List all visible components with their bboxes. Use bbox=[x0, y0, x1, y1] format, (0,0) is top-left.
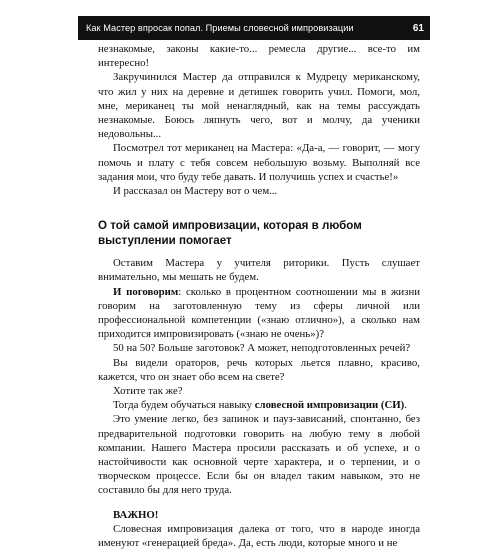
page-number: 61 bbox=[412, 22, 424, 34]
learn-term: словесной импровизации (СИ) bbox=[254, 399, 405, 412]
paragraph-question-want: Хотите так же? bbox=[113, 385, 183, 398]
page-body bbox=[98, 42, 420, 550]
important-label: ВАЖНО! bbox=[113, 508, 159, 521]
talk-lead: И поговорим bbox=[113, 285, 179, 298]
paragraph-sage-reply: Посмотрел тот мериканец на Мастера: «Да-а, — говорит, — могу помочь и плату с тебя совсем небольшую возьму. Выполняй все задания мои, что буду тебе давать. И получишь успех и счастье!» bbox=[98, 142, 420, 183]
paragraph-intro: Оставим Мастера у учителя риторики. Пусть слушает внимательно, мы мешать не будем. bbox=[98, 257, 420, 284]
talk-rest: : сколько в процентном соотношении мы в жизни говорим на заготовленную тему из сферы личной или профессиональной компетенции («знаю отлично»), а сколько нам приходится импровизировать («знаю не очень»)? bbox=[98, 285, 421, 341]
running-title: Как Мастер впросак попал. Приемы словесной импровизации bbox=[86, 23, 354, 33]
paragraph-master-to-sage: Закручинился Мастер да отправился к Мудрецу мериканскому, что жил у них на деревне и детишек говорить учил. Помоги, мол, мне, мериканец ты мой ненаглядный, как на темы рассуждать незнакомые. Боюсь ляпнуть чего, вот и молчу, да ученики недовольны... bbox=[98, 71, 420, 141]
paragraph-told-master: И рассказал он Мастеру вот о чем... bbox=[113, 185, 278, 198]
paragraph-question-ratio: 50 на 50? Больше заготовок? А может, неподготовленных речей? bbox=[113, 342, 411, 355]
paragraph-question-orators: Вы видели ораторов, речь которых льется плавно, красиво, кажется, что он знает обо всем на свете? bbox=[98, 356, 420, 383]
paragraph-description: Это умение легко, без запинок и пауз-зависаний, спонтанно, без предварительной подготовки говорить на любую тему в любой компании. Нашего Мастера просили рассказать и об успехе, и о настойчивости как основной черте характера, и о терпении, и о творческом процессе. Если бы он владел таким навыком, это не составило бы для него труда. bbox=[98, 413, 420, 497]
paragraph-learn-skill bbox=[98, 398, 420, 412]
section-heading: О той самой импровизации, которая в любом выступлении помогает bbox=[98, 219, 362, 248]
learn-post: . bbox=[404, 399, 407, 412]
spacer bbox=[98, 498, 420, 508]
learn-pre: Тогда будем обучаться навыку bbox=[113, 399, 255, 412]
running-header bbox=[78, 16, 430, 40]
paragraph-important: Словесная импровизация далека от того, что в народе иногда именуют «генерацией бреда». Да, есть люди, которые много и не bbox=[98, 522, 420, 550]
paragraph-talk bbox=[98, 285, 420, 342]
paragraph-continuation: незнакомые, законы какие-то... ремесла другие... все-то им интересно! bbox=[98, 43, 420, 70]
